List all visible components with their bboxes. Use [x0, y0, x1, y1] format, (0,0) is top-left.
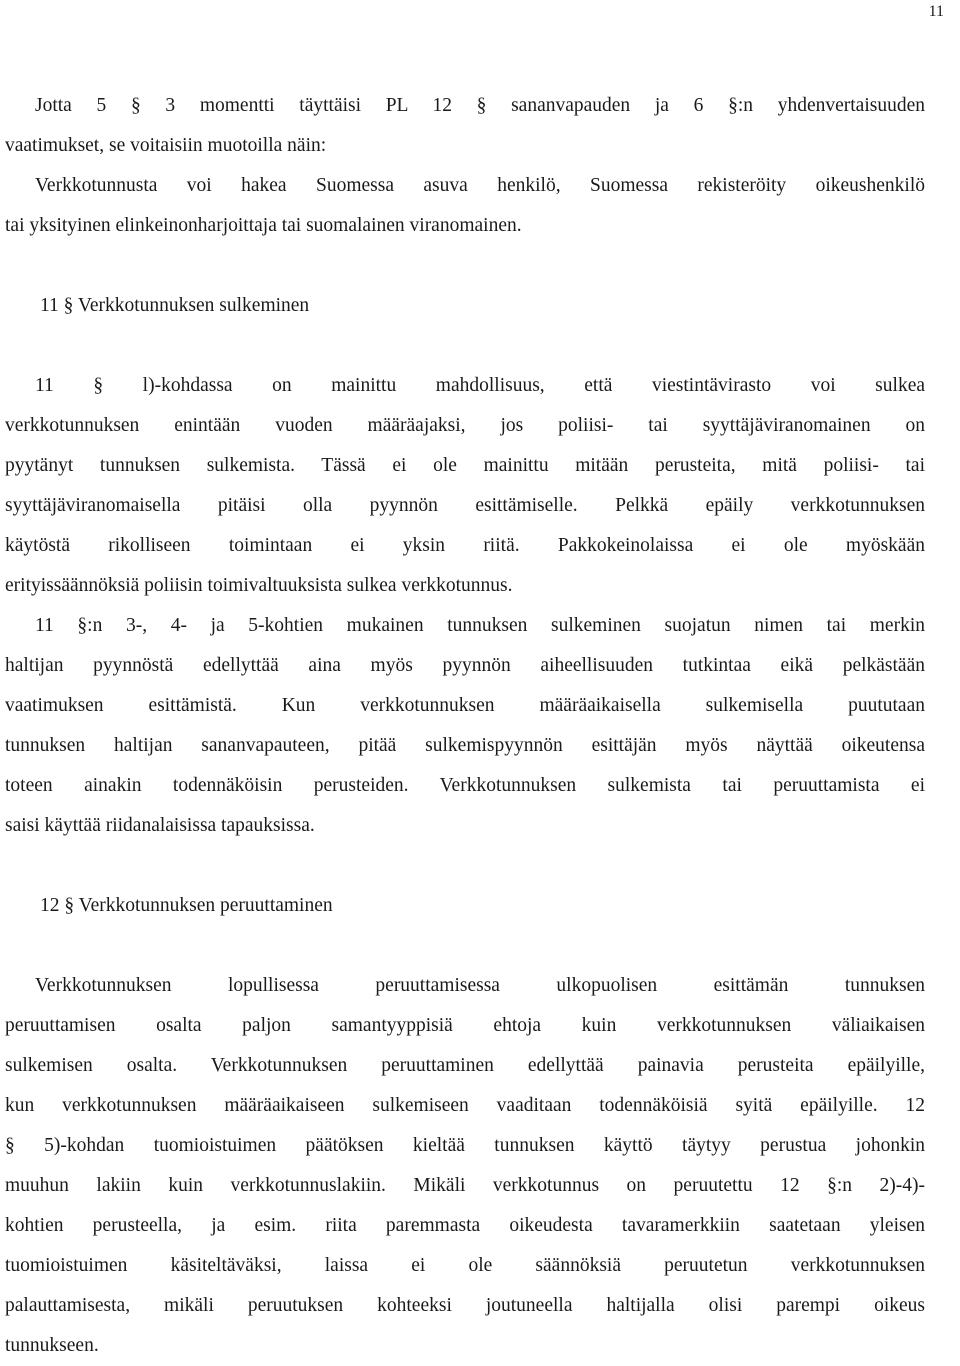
paragraph-line: pyytänyt tunnuksen sulkemista. Tässä ei ole mainittu mitään perusteita, mitä poliisi- tai: [5, 455, 925, 476]
paragraph-line: tunnuksen haltijan sananvapauteen, pitää sulkemispyynnön esittäjän myös näyttää oikeutensa: [5, 735, 925, 756]
spacer: [5, 926, 925, 966]
paragraph-line: Verkkotunnuksen lopullisessa peruuttamisessa ulkopuolisen esittämän tunnuksen: [35, 975, 925, 996]
section-11-heading: 11 § Verkkotunnuksen sulkeminen: [40, 295, 310, 316]
page-number: 11: [928, 3, 944, 20]
spacer: [5, 846, 925, 886]
intro-line: Verkkotunnusta voi hakea Suomessa asuva henkilö, Suomessa rekisteröity oikeushenkilö: [35, 175, 925, 196]
paragraph-line: erityissäännöksiä poliisin toimivaltuuksista sulkea verkkotunnus.: [5, 575, 513, 596]
paragraph-line: § 5)-kohdan tuomioistuimen päätöksen kieltää tunnuksen käyttö täytyy perustua johonkin: [5, 1135, 925, 1156]
paragraph-line: palauttamisesta, mikäli peruutuksen kohteeksi joutuneella haltijalla olisi parempi oikeus: [5, 1295, 925, 1316]
paragraph-line: muuhun lakiin kuin verkkotunnuslakiin. Mikäli verkkotunnus on peruutettu 12 §:n 2)-4)-: [5, 1175, 925, 1196]
paragraph-line: verkkotunnuksen enintään vuoden määräajaksi, jos poliisi- tai syyttäjäviranomainen on: [5, 415, 925, 436]
intro-line: tai yksityinen elinkeinonharjoittaja tai suomalainen viranomainen.: [5, 215, 522, 236]
intro-line: vaatimukset, se voitaisiin muotoilla näin:: [5, 135, 327, 156]
paragraph-line: tunnukseen.: [5, 1335, 99, 1356]
paragraph-line: vaatimuksen esittämistä. Kun verkkotunnuksen määräaikaisella sulkemisella puututaan: [5, 695, 925, 716]
spacer: [5, 246, 925, 286]
paragraph-line: syyttäjäviranomaisella pitäisi olla pyynnön esittämiselle. Pelkkä epäily verkkotunnuksen: [5, 495, 925, 516]
section-12-paragraph-1: [5, 966, 925, 1366]
paragraph-line: tuomioistuimen käsiteltäväksi, laissa ei ole säännöksiä peruutetun verkkotunnuksen: [5, 1255, 925, 1276]
paragraph-line: 11 §:n 3-, 4- ja 5-kohtien mukainen tunnuksen sulkeminen suojatun nimen tai merkin: [35, 615, 925, 636]
paragraph-line: kun verkkotunnuksen määräaikaiseen sulkemiseen vaaditaan todennäköisiä syitä epäilyille. 12: [5, 1095, 925, 1116]
section-11-paragraph-1: [5, 366, 925, 606]
paragraph-line: peruuttamisen osalta paljon samantyyppisiä ehtoja kuin verkkotunnuksen väliaikaisen: [5, 1015, 925, 1036]
paragraph-line: käytöstä rikolliseen toimintaan ei yksin riitä. Pakkokeinolaissa ei ole myöskään: [5, 535, 925, 556]
paragraph-line: sulkemisen osalta. Verkkotunnuksen peruuttaminen edellyttää painavia perusteita epäilyille,: [5, 1055, 925, 1076]
document-body: [5, 86, 925, 1366]
section-11-paragraph-2: [5, 606, 925, 846]
paragraph-line: kohtien perusteella, ja esim. riita paremmasta oikeudesta tavaramerkkiin saatetaan yleisen: [5, 1215, 925, 1236]
paragraph-line: haltijan pyynnöstä edellyttää aina myös pyynnön aiheellisuuden tutkintaa eikä pelkästään: [5, 655, 925, 676]
paragraph-line: saisi käyttää riidanalaisissa tapauksissa.: [5, 815, 315, 836]
section-12-heading: 12 § Verkkotunnuksen peruuttaminen: [40, 895, 333, 916]
paragraph-line: toteen ainakin todennäköisin perusteiden. Verkkotunnuksen sulkemista tai peruuttamista ei: [5, 775, 925, 796]
intro-line: Jotta 5 § 3 momentti täyttäisi PL 12 § sananvapauden ja 6 §:n yhdenvertaisuuden: [35, 95, 925, 116]
spacer: [5, 326, 925, 366]
intro-paragraph: [5, 86, 925, 246]
paragraph-line: 11 § l)-kohdassa on mainittu mahdollisuus, että viestintävirasto voi sulkea: [35, 375, 925, 396]
